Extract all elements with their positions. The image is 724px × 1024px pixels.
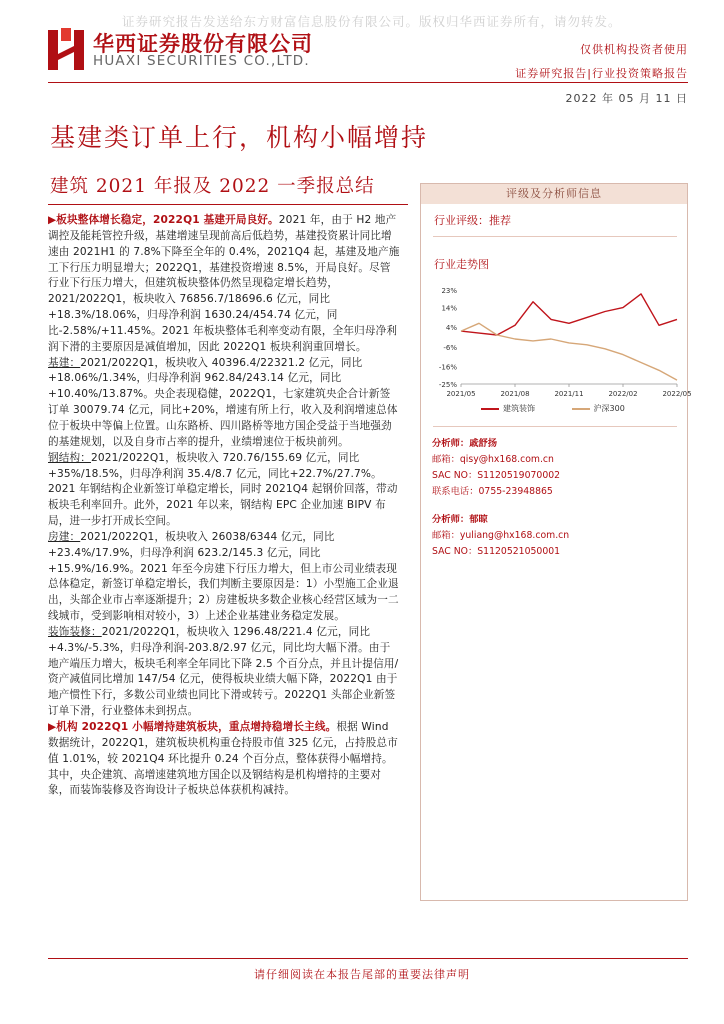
paragraph-housing	[48, 530, 400, 625]
paragraph-text: 2021/2022Q1，板块收入 720.76/155.69 亿元，同比+35%/18.5%，归母净利润 35.4/8.7 亿元，同比+22.7%/27.7%。2021 年钢结构企业新签订单稳定增长，同时 2021Q4 起钢价回落，带动板块毛利率回升。此外，2021 年以来，钢结构 EPC 企业加速 BIPV 布局，进一步打开成长空间。	[48, 451, 398, 528]
paragraph-text: 2021 年，由于 H2 地产调控及能耗管控升级，基建增速呈现前高后低趋势，基建投资累计同比增速由 2021H1 的 7.8%下降至全年的 0.4%，2021Q4 起，基建及地产施工下行压力明显增大；2022Q1，基建投资增速 8.5%，开局良好。尽管行业下行压力增大，但建筑板块整体仍然呈现稳定增长趋势，2021/2022Q1，板块收入 76856.7/18696.6 亿元，同比+18.3%/18.06%，归母净利润 1630.24/454.74 亿元，同比-2.58%/+11.45%。2021 年板块整体毛利率变动有限，全年归母净利润下滑的主要原因是减值增加，因此 2022Q1 板块利润重回增长。	[48, 214, 400, 353]
header-divider	[48, 82, 688, 83]
audience-note: 仅供机构投资者使用	[580, 43, 688, 56]
paragraph-decoration	[48, 625, 400, 720]
paragraph-lead: 钢结构：	[48, 451, 91, 464]
industry-trend-chart	[425, 282, 692, 412]
trend-chart-title: 行业走势图	[434, 258, 489, 271]
analyst-sac: SAC NO：S1120519070002	[432, 470, 561, 481]
y-tick-label: -16%	[438, 363, 457, 372]
y-tick-label: 4%	[445, 324, 457, 333]
x-tick-label: 2022/02	[608, 390, 638, 398]
paragraph-lead: ▶机构 2022Q1 小幅增持建筑板块，重点增持稳增长主线。	[48, 721, 337, 733]
paragraph-text: 2021/2022Q1，板块收入 40396.4/22321.2 亿元，同比+18.06%/1.34%，归母净利润 962.84/243.14 亿元，同比+10.40%/13.87%。央企表现稳健，2022Q1，七家建筑央企合计新签订单 30079.74 亿元，同比+20%，增速有所上行，收入及利润增速总体位于板块中等偏上位置。山东路桥、四川路桥等地方国企受益于当地强劲的基建规划，以及自身市占率的提升，业绩增速位于板块前列。	[48, 356, 398, 448]
subtitle-divider	[48, 204, 408, 205]
paragraph-infrastructure	[48, 356, 400, 451]
y-tick-label: 23%	[441, 287, 457, 295]
company-name-en: HUAXI SECURITIES CO.,LTD.	[93, 53, 310, 69]
analyst-label: 分析师：	[432, 438, 470, 449]
paragraph-text: 根据 Wind 数据统计，2022Q1，建筑板块机构重仓持股市值 325 亿元，占持股总市值 1.01%，较 2021Q4 环比提升 0.24 个百分点，整体获得小幅增持。其中，央企建筑、高增速建筑地方国企以及钢结构是机构增持的主要对象，而装饰装修及咨询设计子板块总体获机构减持。	[48, 721, 398, 797]
panel-header: 评级及分析师信息	[421, 184, 687, 204]
body-column	[48, 213, 400, 799]
analyst-sac: SAC NO：S1120521050001	[432, 546, 561, 557]
x-tick-label: 2022/05	[662, 390, 692, 398]
report-type: 证券研究报告|行业投资策略报告	[515, 67, 688, 80]
legend-item-construction	[481, 404, 535, 413]
analyst-label: 分析师：	[432, 514, 470, 525]
legend-item-csi300	[572, 404, 625, 413]
paragraph-lead: 装饰装修：	[48, 625, 102, 638]
company-name-cn: 华西证券股份有限公司	[93, 32, 313, 56]
paragraph-lead: 房建：	[48, 530, 81, 543]
analyst-email: 邮箱：yuliang@hx168.com.cn	[432, 530, 570, 541]
paragraph-lead: 基建：	[48, 356, 81, 369]
legend-label: 建筑装饰	[503, 404, 535, 413]
paragraph-lead: ▶板块整体增长稳定，2022Q1 基建开局良好。	[48, 214, 279, 226]
footer-divider	[48, 958, 688, 959]
legend-swatch	[481, 408, 499, 410]
paragraph-steel-structure	[48, 451, 400, 530]
page-subtitle: 建筑 2021 年报及 2022 一季报总结	[50, 176, 375, 197]
paragraph-institutions	[48, 720, 400, 799]
legend-swatch	[572, 408, 590, 410]
watermark-text: 证券研究报告发送给东方财富信息股份有限公司。版权归华西证券所有，请勿转发。	[122, 14, 622, 29]
paragraph-overview	[48, 213, 400, 356]
paragraph-text: 2021/2022Q1，板块收入 1296.48/221.4 亿元，同比+4.3%/-5.3%，归母净利润-203.8/2.97 亿元，同比均大幅下滑。由于地产端压力增大，板块毛利率全年同比下降 2.5 个百分点，并且计提信用/资产减值同比增加 147/54 亿元，使得板块业绩大幅下降，2022Q1 由于地产惯性下行，多数公司业绩也同比下滑或转亏。2022Q1 头部企业新签订单下滑，行业整体未到拐点。	[48, 625, 399, 718]
series-line-csi300	[461, 323, 677, 380]
analyst-2	[432, 512, 569, 560]
analyst-name: 郁晾	[469, 514, 488, 525]
industry-rating: 行业评级：推荐	[434, 214, 511, 227]
analyst-phone: 联系电话：0755-23948865	[432, 486, 553, 497]
legend-label: 沪深300	[593, 404, 625, 413]
page-title: 基建类订单上行，机构小幅增持	[50, 123, 429, 152]
analyst-email: 邮箱：qisy@hx168.com.cn	[432, 454, 554, 465]
x-tick-label: 2021/11	[554, 390, 584, 398]
x-tick-label: 2021/05	[446, 390, 476, 398]
report-date: 2022 年 05 月 11 日	[565, 92, 688, 105]
rating-analyst-panel	[420, 183, 692, 901]
panel-divider	[433, 426, 677, 427]
analyst-1	[432, 436, 560, 500]
legal-footer: 请仔细阅读在本报告尾部的重要法律声明	[254, 968, 470, 981]
series-line-construction	[461, 294, 677, 335]
analyst-name: 戚舒扬	[469, 438, 498, 449]
x-tick-label: 2021/08	[500, 390, 530, 398]
y-tick-label: -6%	[443, 343, 457, 352]
huaxi-logo-icon	[48, 28, 84, 72]
panel-divider	[433, 236, 677, 237]
y-tick-label: -25%	[438, 381, 457, 389]
y-tick-label: 14%	[441, 304, 457, 313]
chart-legend	[481, 403, 681, 414]
paragraph-text: 2021/2022Q1，板块收入 26038/6344 亿元，同比+23.4%/17.9%，归母净利润 623.2/145.3 亿元，同比+15.9%/16.9%。2021 年至今房建下行压力增大，但上市公司业绩表现总体稳定，新签订单稳定增长，我们判断主要原因是：1）小型施工企业退出，头部企业市占率逐渐提升；2）房建板块多数企业核心经营区域为一二线城市，受到影响相对较小，3）上述企业基建业务稳定发展。	[48, 530, 399, 623]
